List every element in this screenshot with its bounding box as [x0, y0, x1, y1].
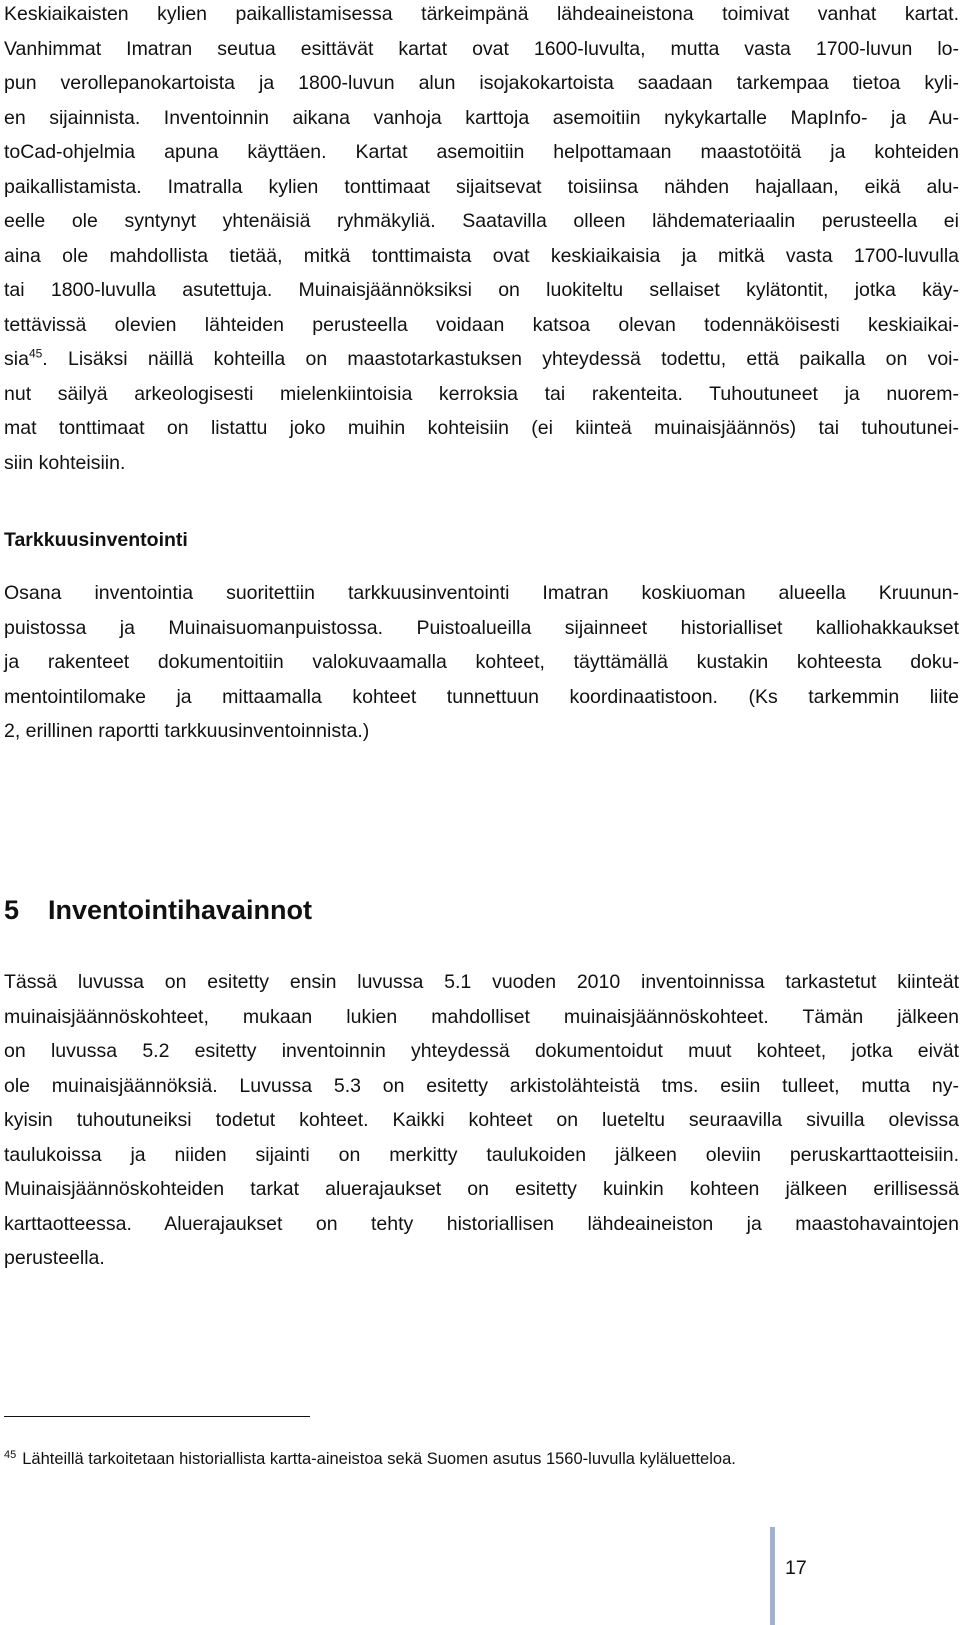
text-fragment: . Lisäksi näillä kohteilla on maastotarkastuksen yhteydessä todettu, että paikalla on voi- — [42, 348, 959, 370]
text-line: Muinaisjäännöskohteiden tarkat aluerajaukset on esitetty kuinkin kohteen jälkeen erillisessä — [4, 1178, 959, 1200]
footnote-divider — [4, 1416, 310, 1417]
footnote-number: 45 — [4, 1448, 17, 1461]
text-line: siin kohteisiin. — [4, 451, 126, 474]
text-line: tai 1800-luvulla asutettuja. Muinaisjäännöksiksi on luokiteltu sellaiset kylätontit, jotka käy- — [4, 279, 959, 301]
footnote-text: Lähteillä tarkoitetaan historiallista kartta-aineistoa sekä Suomen asutus 1560-luvulla kyläluetteloa. — [22, 1450, 736, 1468]
text-fragment: sia — [4, 348, 29, 370]
section-heading: Tarkkuusinventointi — [4, 529, 188, 551]
text-line: Vanhimmat Imatran seutua esittävät kartat ovat 1600-luvulta, mutta vasta 1700-luvun lo- — [4, 37, 959, 60]
chapter-title: Inventointihavainnot — [48, 895, 313, 925]
text-line: perusteella. — [4, 1247, 105, 1269]
text-line: toCad-ohjelmia apuna käyttäen. Kartat asemoitiin helpottamaan maastotöitä ja kohteiden — [4, 141, 959, 163]
text-line: en sijainnista. Inventoinnin aikana vanhoja karttoja asemoitiin nykykartalle MapInfo- ja Au- — [4, 106, 959, 129]
text-line: eelle ole syntynyt yhtenäisiä ryhmäkyliä. Saatavilla olleen lähdemateriaalin perusteella ei — [4, 210, 959, 232]
paragraph-precision-inventory — [4, 576, 959, 749]
text-line: ole muinaisjäännöksiä. Luvussa 5.3 on esitetty arkistolähteistä tms. esiin tulleet, mutta ny- — [4, 1074, 959, 1097]
paragraph-chapter-intro — [4, 965, 959, 1276]
text-line: taulukoissa ja niiden sijainti on merkitty taulukoiden jälkeen oleviin peruskarttaotteisiin. — [4, 1143, 959, 1166]
text-line: ja rakenteet dokumentoitiin valokuvaamalla kohteet, täyttämällä kustakin kohteesta doku- — [4, 651, 959, 673]
text-line: Keskiaikaisten kylien paikallistamisessa tärkeimpänä lähdeaineistona toimivat vanhat kartat. — [4, 3, 959, 25]
chapter-number: 5 — [4, 895, 20, 925]
chapter-heading — [4, 895, 312, 926]
text-line: 2, erillinen raportti tarkkuusinventoinnista.) — [4, 720, 370, 742]
text-line: nut säilyä arkeologisesti mielenkiintoisia kerroksia tai rakenteita. Tuhoutuneet ja nuorem- — [4, 382, 959, 405]
text-line: paikallistamista. Imatralla kylien tonttimaat sijaitsevat toisiinsa nähden hajallaan, eikä alu- — [4, 175, 959, 198]
text-line: on luvussa 5.2 esitetty inventoinnin yhteydessä dokumentoidut muut kohteet, jotka eivät — [4, 1040, 959, 1062]
page-number: 17 — [785, 1557, 807, 1579]
text-line: tettävissä olevien lähteiden perusteella voidaan katsoa olevan todennäköisesti keskiaikai- — [4, 313, 959, 336]
text-line: Tässä luvussa on esitetty ensin luvussa 5.1 vuoden 2010 inventoinnissa tarkastetut kiinteät — [4, 971, 959, 993]
text-line: aina ole mahdollista tietää, mitkä tonttimaista ovat keskiaikaisia ja mitkä vasta 1700-luvulla — [4, 244, 959, 267]
text-line-with-footnote — [4, 342, 959, 377]
text-line: mentointilomake ja mittaamalla kohteet tunnettuun koordinaatistoon. (Ks tarkemmin liite — [4, 685, 959, 708]
text-line: pun verollepanokartoista ja 1800-luvun alun isojakokartoista saadaan tarkempaa tietoa kyli- — [4, 72, 959, 94]
paragraph-village-localization — [4, 0, 959, 480]
text-line: puistossa ja Muinaisuomanpuistossa. Puistoalueilla sijainneet historialliset kalliohakkaukset — [4, 616, 959, 639]
text-line: mat tonttimaat on listattu joko muihin kohteisiin (ei kiinteä muinaisjäännös) tai tuhoutunei- — [4, 417, 959, 439]
text-line: karttaotteessa. Aluerajaukset on tehty historiallisen lähdeaineiston ja maastohavaintojen — [4, 1212, 959, 1235]
text-line: Osana inventointia suoritettiin tarkkuusinventointi Imatran koskiuoman alueella Kruunun- — [4, 582, 959, 604]
footnote — [4, 1448, 736, 1470]
text-line: muinaisjäännöskohteet, mukaan lukien mahdolliset muinaisjäännöskohteet. Tämän jälkeen — [4, 1005, 959, 1028]
footnote-reference[interactable]: 45 — [28, 346, 43, 361]
text-line: kyisin tuhoutuneiksi todetut kohteet. Kaikki kohteet on lueteltu seuraavilla sivuilla olevissa — [4, 1109, 959, 1131]
page-number-bar — [770, 1527, 775, 1625]
